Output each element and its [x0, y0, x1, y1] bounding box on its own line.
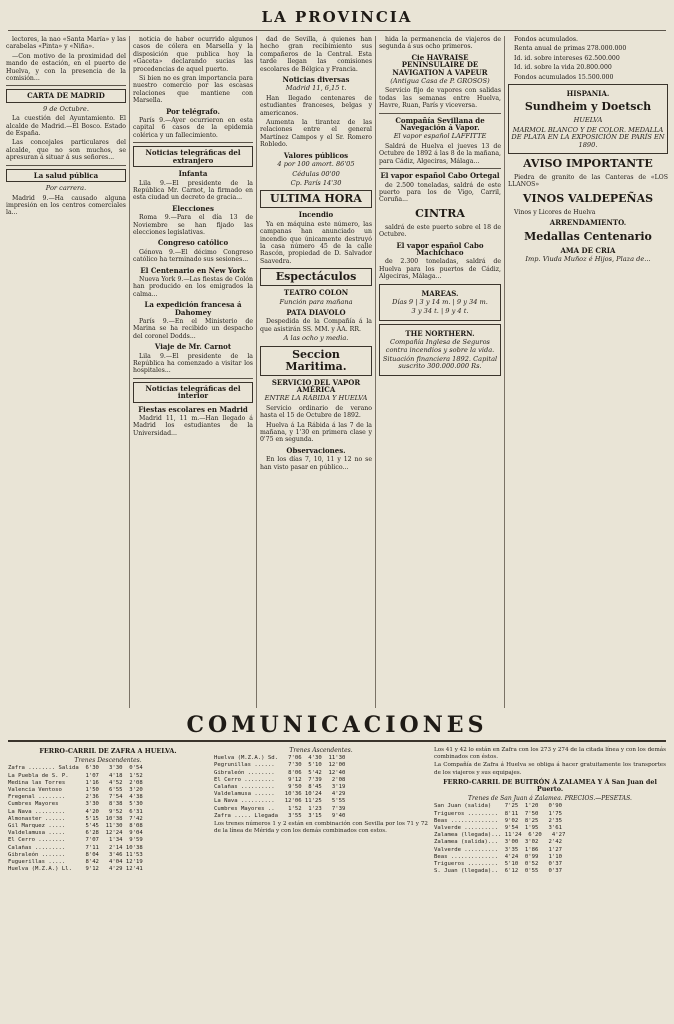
timetable-row: Fuguerillas ..... 8'42 4'04 12'19	[8, 859, 143, 866]
timetable-row: Valverde .......... 3'35 1'86 1'27	[434, 846, 562, 853]
section-heading: Cie HAVRAISE PENINSULAIRE DE NAVIGATION A VAPEUR	[392, 52, 488, 77]
dateline: Madrid 11, 6,15 t.	[285, 84, 347, 93]
paragraph: Aumenta la tirantez de las relaciones entre el general Martínez Campos y el Sr. Romero Robledo.	[260, 119, 372, 149]
timetable-rows	[8, 765, 208, 873]
subheading: La expedición francesa á Dahomey	[144, 300, 242, 317]
masthead: LA PROVINCIA	[261, 8, 413, 26]
subheading: Incendio	[298, 210, 334, 220]
dateline: Situación financiera 1892. Capital suscrito 300.000.000 Rs.	[382, 355, 498, 371]
timetable-row: Cumbres Mayores .. 1'52 1'23 7'39	[214, 805, 346, 812]
timetable-note: Los trenes números 1 y 2 están en combinación con Sevilla por los 71 y 72 de la línea de Mérida y con los demás combinados con estos.	[214, 821, 428, 835]
value-line: Cp. París 14'30	[290, 178, 342, 187]
timetable-row: Gil Marquez ..... 5'45 11'30 8'08	[8, 823, 143, 830]
paragraph: En los días 7, 10, 11 y 12 no se han visto pasar en público...	[260, 456, 372, 471]
section-heading: AVISO IMPORTANTE	[523, 157, 653, 171]
timetable-row: Valencia Ventoso 1'50 6'55 3'20	[8, 787, 143, 794]
paragraph: Génova 9.—El décimo Congreso católico ha terminado sus sesiones...	[133, 248, 253, 264]
paragraph: Lila 9.—El presidente de la República Mr. Carnot, la firmado en esta ciudad un decreto de gracia...	[133, 179, 253, 202]
column-4	[379, 36, 501, 708]
divider	[133, 142, 253, 143]
paragraph: Lila 9.—El presidente de la República ha comenzado a visitar los hospitales...	[133, 352, 253, 375]
section-heading: La salud pública	[6, 169, 126, 182]
timetable-row: Gibraleón ....... 8'04 3'46 11'53	[8, 851, 143, 858]
column-rule	[375, 36, 376, 708]
paragraph: Han llegado centenares de estudiantes franceses, belgas y americanos.	[260, 94, 372, 117]
timetable-row: Trigueros ......... 8'11 7'50 1'75	[434, 810, 562, 817]
paragraph: dad de Sevilla, á quienes han hecho gran recibimiento sus compañeros de la Central. Esta tarde llegan las comisiones escolares de Bélgica y Francia.	[260, 36, 372, 73]
zafra-ascending-timetable	[214, 746, 428, 1018]
column-2	[133, 36, 253, 708]
paragraph: París 9.—En el Ministerio de Marina se ha recibido un despacho del coronel Dodds...	[133, 318, 253, 340]
tide-row: 3 y 34 t. | 9 y 4 t.	[411, 307, 469, 316]
imprint-line: Imp. Viuda Muñoz é Hijos, Plaza de...	[525, 255, 651, 264]
paragraph: Renta anual de primas 278.000.000	[514, 45, 627, 53]
dateline: HUELVA	[573, 116, 603, 125]
paragraph: Fondos acumulados.	[514, 36, 578, 43]
paragraph: Ya en máquina este número, las campanas han anunciado un incendio que únicamente destruyó la casa número 45 de la calle Rascón, propiedad de D. Salvador Saavedra.	[260, 220, 372, 265]
column-rule	[504, 36, 505, 708]
paragraph: Despedida de la Compañía á la que asistirán SS. MM. y AA. RR.	[260, 318, 372, 333]
timetable-row: Zafra ........ Salida 6'30 3'30 0'54	[8, 765, 143, 772]
timetable-row: Trigueros ......... 5'10 0'52 0'37	[434, 861, 562, 868]
timetable-row: Pegrunillas ...... 7'30 5'10 12'00	[214, 762, 346, 769]
timetable-row: El Cerro ......... 9'12 7'39 2'08	[214, 776, 346, 783]
section-heading: ULTIMA HORA	[260, 190, 372, 208]
section-heading: AMA DE CRIA	[560, 245, 616, 255]
section-heading: CINTRA	[415, 206, 465, 220]
timetable-row: Gibraleón ........ 8'06 5'42 12'40	[214, 769, 346, 776]
subheading: Infanta	[178, 169, 208, 179]
section-heading: ARRENDAMIENTO.	[549, 218, 627, 228]
value-line: 4 por 100 amort. 86'05	[277, 160, 355, 169]
section-heading: VINOS VALDEPEÑAS	[522, 191, 654, 205]
timetable-row: Huelva (M.Z.A.) Sd. 7'06 4'30 11'30	[214, 755, 346, 762]
timetable-row: La Nava .......... 12'06 11'25 5'55	[214, 798, 346, 805]
paragraph: de 2.500 toneladas, saldrá de este puerto para los de Vigo, Carril, Coruña...	[379, 181, 501, 204]
timetable-row: San Juan (salida) 7'25 1'20 0'90	[434, 803, 562, 810]
subheading: Congreso católico	[157, 238, 229, 248]
tides-box	[379, 284, 501, 321]
timetable-title: FERRO-CARRIL DE ZAFRA A HUELVA.	[39, 747, 177, 755]
subheading: Viaje de Mr. Carnot	[154, 342, 232, 352]
dateline: Compañía Inglesa de Seguros contra incendios y sobre la vida.	[385, 338, 495, 354]
subheading: SERVICIO DEL VAPOR AMÉRICA	[271, 377, 361, 394]
paragraph: Madrid 11, 11 m.—Han llegado á Madrid los estudiantes de la Universidad...	[133, 415, 253, 437]
subheading: El Centenario en New York	[140, 265, 246, 275]
timetable-rows	[434, 803, 666, 875]
timetable-row: Zafra ..... Llegada 3'55 3'15 9'40	[214, 812, 346, 819]
section-heading: THE NORTHERN.	[405, 328, 475, 338]
paragraph: Vinos y Licores de Huelva	[514, 208, 596, 216]
timetable-row: El Cerro ........ 7'07 1'34 9'59	[8, 837, 143, 844]
column-rule	[256, 36, 257, 708]
timetable-row: Huelva (M.Z.A.) Ll. 9'12 4'29 12'41	[8, 866, 143, 873]
timetable-row: Valdelamusa ...... 10'36 10'24 4'29	[214, 791, 346, 798]
dateline: Función para mañana	[279, 297, 353, 306]
section-heading: MAREAS.	[421, 288, 459, 298]
paragraph: Las concejales particulares del alcalde, que no son muchos, se apresuran á situar á sus señores...	[6, 139, 126, 162]
dateline: MARMOL BLANCO Y DE COLOR. MEDALLA DE PLATA EN LA EXPOSICIÓN DE PARÍS EN 1890.	[511, 125, 665, 149]
section-heading: Seccion Maritima.	[260, 346, 372, 376]
company-name: Sundheim y Doetsch	[524, 100, 652, 114]
comunicaciones-heading: COMUNICACIONES	[186, 712, 488, 738]
paragraph: Id. id. sobre la vida 20.800.000	[514, 64, 612, 72]
paragraph: La cuestión del Ayuntamiento. El alcalde de Madrid.—El Bosco. Estado de España.	[6, 115, 126, 138]
timetable-row: Beas .............. 9'02 8'25 2'35	[434, 817, 562, 824]
paragraph: Saldrá de Huelva el jueves 13 de Octubre de 1892 á las 8 de la mañana, para Cádiz, Algeciras, Málaga...	[379, 142, 501, 165]
divider	[379, 113, 501, 114]
paragraph: Piedra de granito de las Canteras de «LOS LLANOS»	[508, 174, 668, 189]
timetable-row: Valdelamusa ..... 6'28 12'24 9'04	[8, 830, 143, 837]
timetable-row: Fregenal ........ 2'36 7'54 4'38	[8, 794, 143, 801]
section-heading: Por telégrafo.	[166, 106, 220, 116]
dateline: 9 de Octubre.	[43, 104, 89, 113]
timetable-row: Medina las Torres 1'16 4'52 2'08	[8, 779, 143, 786]
column-3	[260, 36, 372, 708]
subheading: TEATRO COLON	[283, 288, 349, 298]
paragraph: Nueva York 9.—Las fiestas de Colón han producido en los emigrados la calma...	[133, 275, 253, 298]
timetable-row: Calañas ......... 7'11 2'14 10'38	[8, 844, 143, 851]
paragraph: Huelva á La Rábida á las 7 de la mañana, y 1'30 en primera clase y 0'75 en segunda.	[260, 421, 372, 444]
paragraph: Id. id. sobre intereses 62.500.000	[514, 54, 620, 62]
section-heading: Noticias diversas	[282, 75, 350, 85]
paragraph: noticia de haber ocurrido algunos casos de cólera en Marsella y la disposición que publica hoy la «Gaceta» declarando sucias las procedencias de aquel puerto.	[133, 36, 253, 73]
timetable-row: Cumbres Mayores 3'30 8'38 5'30	[8, 801, 143, 808]
paragraph: Roma 9.—Para el día 13 de Noviembre se han fijado las elecciones legislativas.	[133, 214, 253, 236]
column-5	[508, 36, 668, 708]
paragraph: Servicio fijo de vapores con salidas todas las semanas entre Huelva, Havre, Ruan, París y viceversa.	[379, 87, 501, 110]
timetable-row: Calañas .......... 9'50 8'45 3'19	[214, 784, 346, 791]
advertisement-box	[508, 84, 668, 154]
paragraph: Madrid 9.—Ha causado alguna impresión en los centros comerciales la...	[6, 194, 126, 217]
section-heading: Espectáculos	[260, 268, 372, 286]
column-1	[6, 36, 126, 708]
timetable-title: FERRO-CARRIL DE BUITRÓN Á ZALAMEA Y Á San Juan del Puerto.	[443, 777, 657, 794]
subheading: Fiestas escolares en Madrid	[138, 404, 248, 414]
section-heading: El vapor español Cabo Machichaco	[396, 240, 484, 257]
paragraph: La Compañía de Zafra á Huelva se obliga á hacer gratuitamente los transportes de los viajeros y sus equipajes.	[434, 762, 666, 776]
zafra-descending-timetable	[8, 746, 208, 1018]
timetable-row: La Puebla de S. P. 1'07 4'18 1'52	[8, 772, 143, 779]
value-line: Cédulas 00'00	[292, 169, 340, 178]
paragraph: —Con motivo de la proximidad del mando de estación, en el puerto de Huelva, y con la presencia de la comisión...	[6, 52, 126, 83]
timetable-row: Valverde .......... 9'54 1'95 3'61	[434, 825, 562, 832]
column-rule	[129, 36, 130, 708]
insurance-box	[379, 324, 501, 376]
section-heading: Noticias telegráficas del extranjero	[133, 146, 253, 167]
timetable-row: Zalamea (salida)... 3'00 3'02 2'42	[434, 839, 562, 846]
section-heading: Noticias telegráficas del interior	[133, 382, 253, 403]
buitron-timetable	[434, 746, 666, 1018]
dateline: Por carrera.	[45, 184, 87, 193]
dateline: (Antigua Casa de P. GROSOS)	[390, 77, 490, 86]
comunicaciones-rule	[8, 740, 666, 742]
subheading: Valores públicos	[283, 150, 349, 160]
section-heading: Compañía Sevillana de Navegación á Vapor.	[395, 115, 485, 133]
timetable-subtitle: Trenes de San Juan á Zalamea. PRECIOS.—PESETAS.	[468, 795, 632, 803]
paragraph: lectores, la nao «Santa María» y las carabelas «Pinta» y «Niña».	[6, 36, 126, 51]
paragraph: saldrá de este puerto sobre el 18 de Octubre.	[379, 223, 501, 239]
paragraph: hida la permanencia de viajeros de segunda á sus ocho primeros.	[379, 36, 501, 51]
masthead-rule	[8, 30, 666, 31]
section-heading: CARTA DE MADRID	[6, 89, 126, 102]
paragraph: Servicio ordinario de verano hasta el 15 de Octubre de 1892.	[260, 404, 372, 420]
divider	[6, 85, 126, 86]
section-heading: El vapor español Cabo Ortegal	[380, 171, 500, 181]
divider	[379, 168, 501, 169]
timetable-row: S. Juan (llegada).. 6'12 0'55 0'37	[434, 868, 562, 875]
timetable-subtitle: Trenes Descendentes.	[74, 757, 142, 765]
subheading: Elecciones	[172, 203, 214, 213]
timetable-row: La Nava ......... 4'20 9'52 6'31	[8, 808, 143, 815]
timetable-row: Zalamea (llegada)... 11'24 6'20 4'27	[434, 832, 566, 839]
paragraph: Fondos acumulados 15.500.000	[514, 73, 614, 81]
paragraph: Los 41 y 42 lo están en Zafra con los 273 y 274 de la citada línea y con los demás combinados con éstos.	[434, 747, 666, 761]
paragraph: Si bien no es gran importancia para nuestro comercio por las escasas relaciones que mantiene con Marsella.	[133, 75, 253, 105]
paragraph: París 9.—Ayer ocurrieron en esta capital 6 casos de la epidemia colérica y un fallecimiento.	[133, 117, 253, 139]
dateline: A las ocho y media.	[283, 334, 349, 343]
divider	[6, 165, 126, 166]
section-heading: Medallas Centenario	[524, 229, 652, 243]
dateline: El vapor español LAFFITTE	[393, 132, 487, 141]
subheading: PATA DIAVOLO	[286, 307, 346, 317]
timetable-row: Beas .............. 4'24 0'99 1'10	[434, 853, 562, 860]
dateline: ENTRE LA RÁBIDA Y HUELVA	[264, 394, 368, 403]
subheading: Observaciones.	[286, 445, 346, 455]
timetable-subtitle: Trenes Ascendentes.	[289, 747, 353, 754]
timetable-rows	[214, 755, 428, 820]
timetable-row: Almonaster ...... 5'15 10'38 7'42	[8, 815, 143, 822]
paragraph: de 2.300 toneladas, saldrá de Huelva para los puertos de Cádiz, Algeciras, Málaga...	[379, 258, 501, 281]
divider	[133, 378, 253, 379]
section-heading: HISPANIA.	[566, 89, 610, 99]
tide-row: Días 9 | 3 y 14 m. | 9 y 34 m.	[392, 297, 488, 306]
